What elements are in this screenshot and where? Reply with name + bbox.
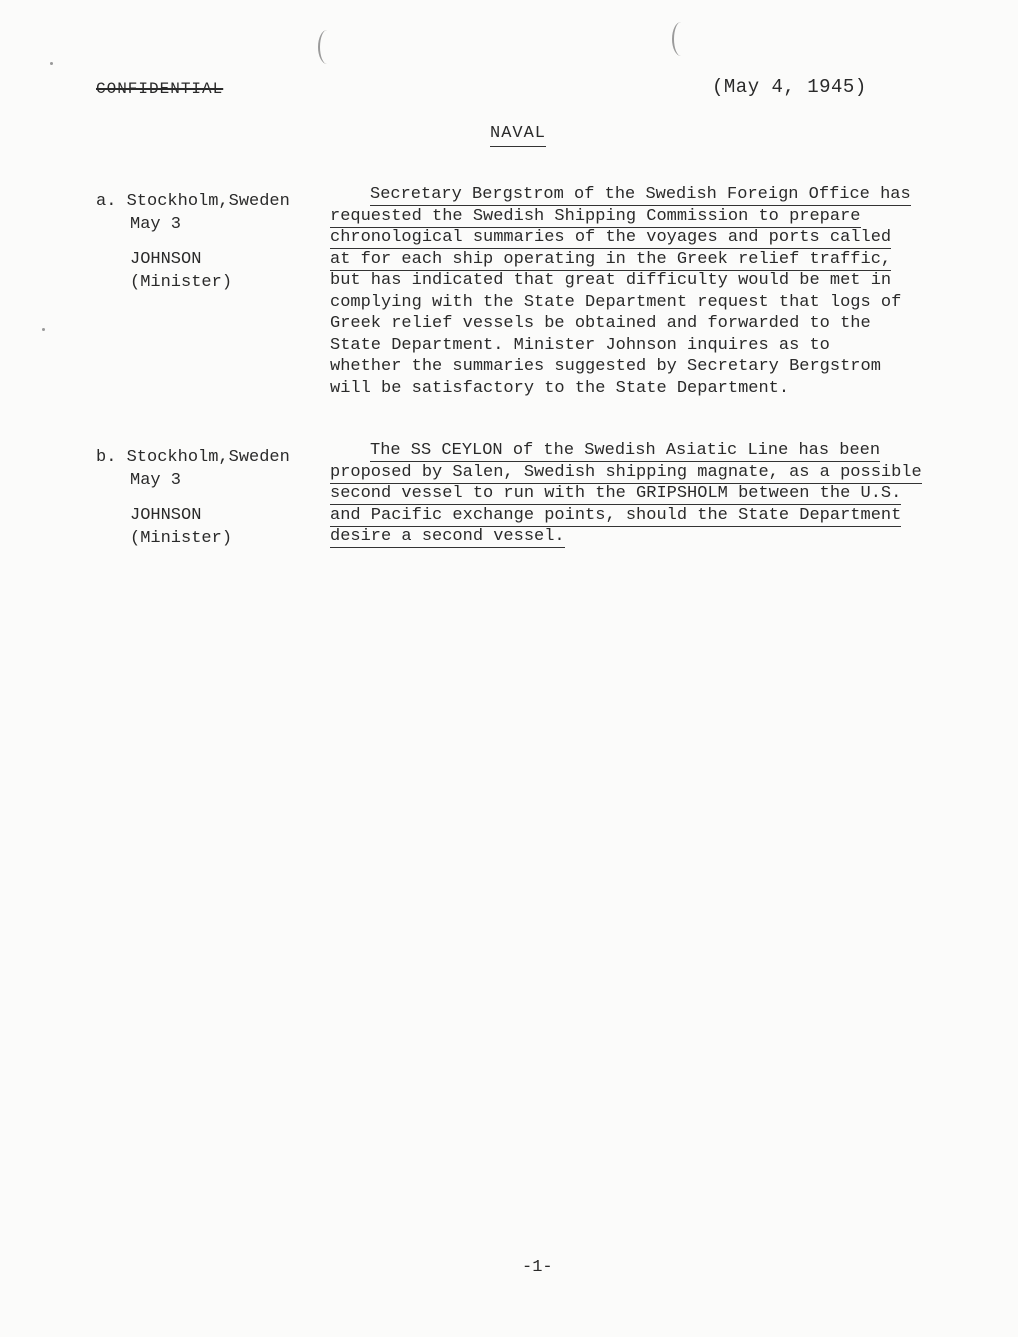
section-title: NAVAL bbox=[490, 124, 546, 147]
paper-speck bbox=[50, 62, 53, 65]
entry-role: (Minister) bbox=[130, 273, 233, 292]
body-line: Secretary Bergstrom of the Swedish Foreign Office has bbox=[370, 185, 911, 204]
body-line: at for each ship operating in the Greek relief traffic, bbox=[330, 249, 892, 269]
classification-label: CONFIDENTIAL bbox=[96, 80, 224, 98]
entry-a-meta bbox=[96, 190, 290, 294]
entry-location: Stockholm,Sweden bbox=[126, 448, 290, 467]
body-line: but has indicated that great difficulty would be met in bbox=[330, 271, 892, 290]
body-line: The SS CEYLON of the Swedish Asiatic Line has been bbox=[370, 441, 881, 460]
body-line: second vessel to run with the GRIPSHOLM between the U.S. bbox=[330, 484, 902, 503]
body-line: proposed by Salen, Swedish shipping magnate, as a possible bbox=[330, 462, 922, 482]
punch-hole-mark bbox=[318, 30, 336, 64]
entry-a-body bbox=[330, 184, 970, 399]
entry-date: May 3 bbox=[130, 471, 182, 490]
paper-speck bbox=[42, 328, 45, 331]
body-line: whether the summaries suggested by Secretary Bergstrom bbox=[330, 357, 881, 376]
entry-date: May 3 bbox=[130, 215, 182, 234]
entry-b-meta bbox=[96, 446, 290, 550]
punch-hole-mark bbox=[672, 22, 690, 56]
entry-role: (Minister) bbox=[130, 529, 233, 548]
entry-letter: b. bbox=[96, 448, 117, 467]
body-line: complying with the State Department request that logs of bbox=[330, 292, 902, 312]
body-line: State Department. Minister Johnson inquires as to bbox=[330, 335, 830, 355]
entry-b-body bbox=[330, 440, 970, 548]
body-line: Greek relief vessels be obtained and forwarded to the bbox=[330, 314, 871, 333]
entry-letter: a. bbox=[96, 192, 117, 211]
document-date: (May 4, 1945) bbox=[712, 76, 867, 98]
body-line: desire a second vessel. bbox=[330, 527, 565, 546]
body-line: requested the Swedish Shipping Commission to prepare bbox=[330, 206, 861, 226]
body-line: and Pacific exchange points, should the State Department bbox=[330, 505, 902, 525]
page-number: -1- bbox=[522, 1258, 553, 1277]
body-line: will be satisfactory to the State Department. bbox=[330, 378, 790, 398]
entry-sender: JOHNSON bbox=[130, 506, 202, 525]
body-line: chronological summaries of the voyages and ports called bbox=[330, 228, 892, 247]
entry-sender: JOHNSON bbox=[130, 250, 202, 269]
entry-location: Stockholm,Sweden bbox=[126, 192, 290, 211]
